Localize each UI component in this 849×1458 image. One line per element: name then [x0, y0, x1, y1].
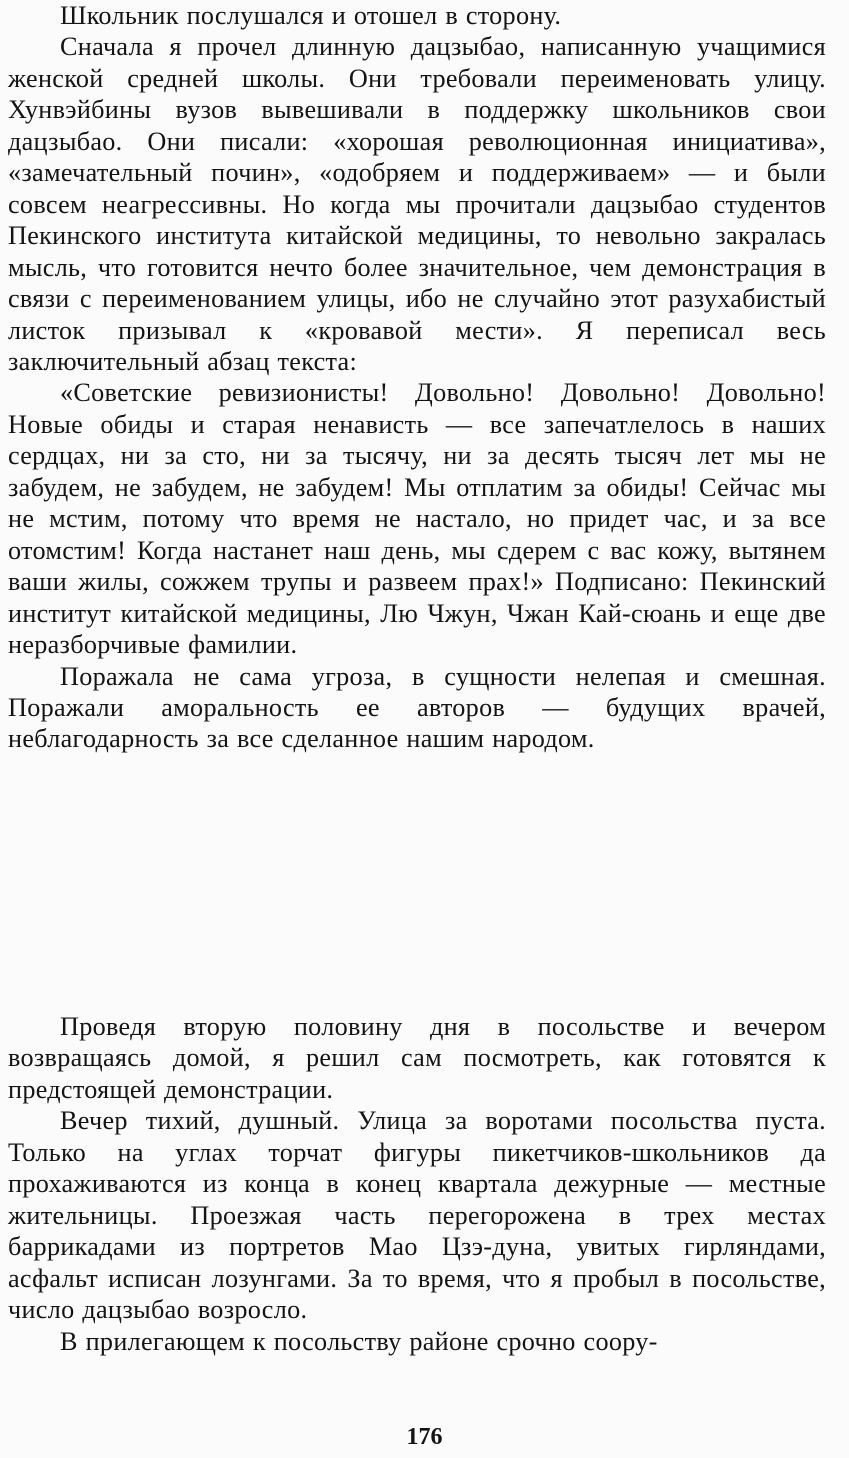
paragraph: «Советские ревизионисты! Довольно! Довольно! Довольно! Новые обиды и старая ненависть — все запечатлелось в наших сердцах, ни за сто, ни за тысячу, ни за десять тысяч лет мы не забудем, не забудем, не забудем! Мы отплатим за обиды! Сейчас мы не мстим, потому что время не настало, но придет час, и за все отомстим! Когда настанет наш день, мы сдерем с вас кожу, вытянем ваши жилы, сожжем трупы и развеем прах!» Подписано: Пекинский институт китайской медицины, Лю Чжун, Чжан Кай-сюань и еще две неразборчивые фамилии. — [8, 378, 826, 660]
paragraph: Сначала я прочел длинную дацзыбао, написанную учащимися женской средней школы. Они требовали переименовать улицу. Хунвэйбины вузов вывешивали в поддержку школьников свои дацзыбао. Они писали: «хорошая революционная инициатива», «замечательный почин», «одобряем и поддерживаем» — и были совсем неагрессивны. Но когда мы прочитали дацзыбао студентов Пекинского института китайской медицины, то невольно закралась мысль, что готовится нечто более значительное, чем демонстрация в связи с переименованием улицы, ибо не случайно этот разухабистый листок призывал к «кровавой мести». Я переписал весь заключительный абзац текста: — [8, 32, 826, 376]
paragraph: Проведя вторую половину дня в посольстве и вечером возвращаясь домой, я решил сам посмотреть, как готовятся к предстоящей демонстрации. — [8, 1012, 826, 1104]
paragraph: Вечер тихий, душный. Улица за воротами посольства пуста. Только на углах торчат фигуры пикетчиков-школьников да прохаживаются из конца в конец квартала дежурные — местные жительницы. Проезжая часть перегорожена в трех местах баррикадами из портретов Мао Цзэ-дуна, увитых гирляндами, асфальт исписан лозунгами. За то время, что я пробыл в посольстве, число дацзыбао возросло. — [8, 1106, 826, 1325]
page-number: 176 — [406, 1424, 443, 1450]
paragraph: В прилегающем к посольству районе срочно соору- — [60, 1326, 658, 1356]
text-section-bottom — [8, 1011, 826, 1357]
paragraph: Поражала не сама угроза, в сущности нелепая и смешная. Поражали аморальность ее авторов — будущих врачей, неблагодарность за все сделанное нашим народом. — [8, 661, 826, 754]
text-section-top — [8, 0, 826, 755]
paragraph: Школьник послушался и отошел в сторону. — [60, 1, 562, 30]
